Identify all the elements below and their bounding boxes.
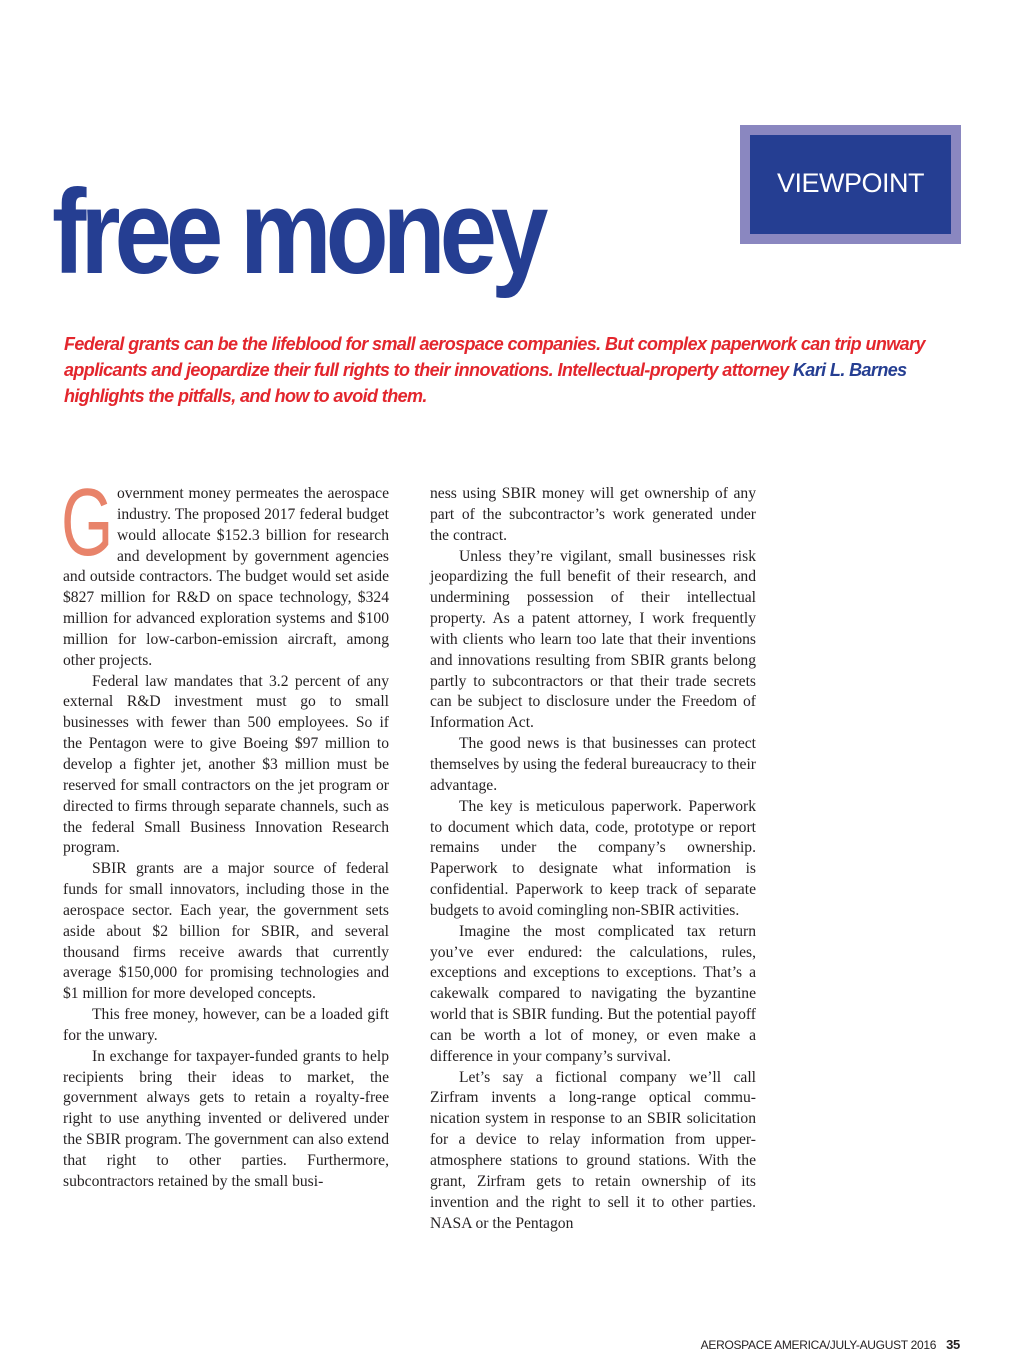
paragraph: In exchange for taxpayer-funded grants to help recipients bring their ideas to market, the government always gets to retain a royalty-free right to use anything invented or delivered under the SBIR program. The government can also extend that right to other parties. Furthermore, subcontractors retained by the small busi- [63, 1047, 389, 1190]
paragraph: Unless they’re vigilant, small businesses risk jeopardizing the full benefit of their research, and undermining possession of their intellectual property. As a patent attorney, I work frequently with clients who learn too late that their inventions and innovations resulting from SBIR grants belong partly to subcontractors or that their trade secrets can be subject to disclosure under the Freedom of Information Act. [430, 547, 756, 732]
paragraph: The good news is that businesses can protect themselves by using the federal bureaucracy to their advantage. [430, 735, 756, 794]
deck-text-start: Federal grants can be the lifeblood for small aerospace companies. But complex paperwork can trip unwary applicants and jeopardize their full rights to their innovations. Intellectual-property attorney [64, 334, 925, 380]
deck-text-end: highlights the pitfalls, and how to avoid them. [64, 386, 427, 406]
drop-cap: G [61, 469, 114, 576]
headline: free money [52, 165, 543, 299]
publication-info: AEROSPACE AMERICA/JULY-AUGUST 2016 [700, 1338, 937, 1352]
paragraph: Federal law mandates that 3.2 percent of any external R&D investment must go to small businesses with fewer than 500 employees. So if the Pentagon were to give Boeing $97 million to develop a fighter jet, another $3 million must be reserved for small contractors on the jet program or directed to firms through separate channels, such as the federal Small Business Innovation Research program. [63, 672, 389, 857]
viewpoint-badge: VIEWPOINT [750, 135, 951, 234]
paragraph: ness using SBIR money will get ownership of any part of the subcontractor’s work generated under the contract. [430, 485, 756, 544]
page-number: 35 [946, 1337, 960, 1352]
paragraph [61, 469, 389, 672]
deck [64, 331, 964, 409]
paragraph: Imagine the most complicated tax return you’ve ever endured: the calculations, rules, exceptions and exceptions to exceptions. That’s a cakewalk compared to navigating the byzantine world that is SBIR funding. But the potential payoff can be worth a lot of money, or even make a difference in your company’s survival. [430, 922, 756, 1065]
right-column [430, 484, 756, 1234]
page-footer [660, 1337, 960, 1352]
paragraph-text: overnment money permeates the aerospace industry. The proposed 2017 federal budget would allocate $152.3 billion for research and development by government agencies and outside contractors. The budget would set aside $827 million for R&D on space technology, $324 million for advanced exploration systems and $100 million for low-carbon-emission aircraft, among other projects. [63, 485, 389, 669]
paragraph: The key is meticulous paperwork. Paperwork to document which data, code, prototype or report remains under the company’s ownership. Paperwork to designate what information is confidential. Paperwork to keep track of separate budgets to avoid comingling non-SBIR activities. [430, 797, 756, 919]
left-column [61, 469, 389, 1193]
paragraph: This free money, however, can be a loaded gift for the unwary. [63, 1006, 389, 1044]
paragraph: SBIR grants are a major source of federal funds for small innovators, including those in the aerospace sector. Each year, the government sets aside about $2 billion for SBIR, and several thousand firms receive awards that currently average $150,000 for promising technologies and $1 million for more developed concepts. [63, 860, 389, 1003]
author-name: Kari L. Barnes [792, 360, 907, 380]
paragraph: Let’s say a fictional company we’ll call Zirfram invents a long-range optical communication system in response to an SBIR solicitation for a device to relay information from upper-atmosphere stations to ground stations. With the grant, Zirfram gets to retain ownership of its invention and the right to sell it to other parties. NASA or the Pentagon [430, 1068, 756, 1232]
